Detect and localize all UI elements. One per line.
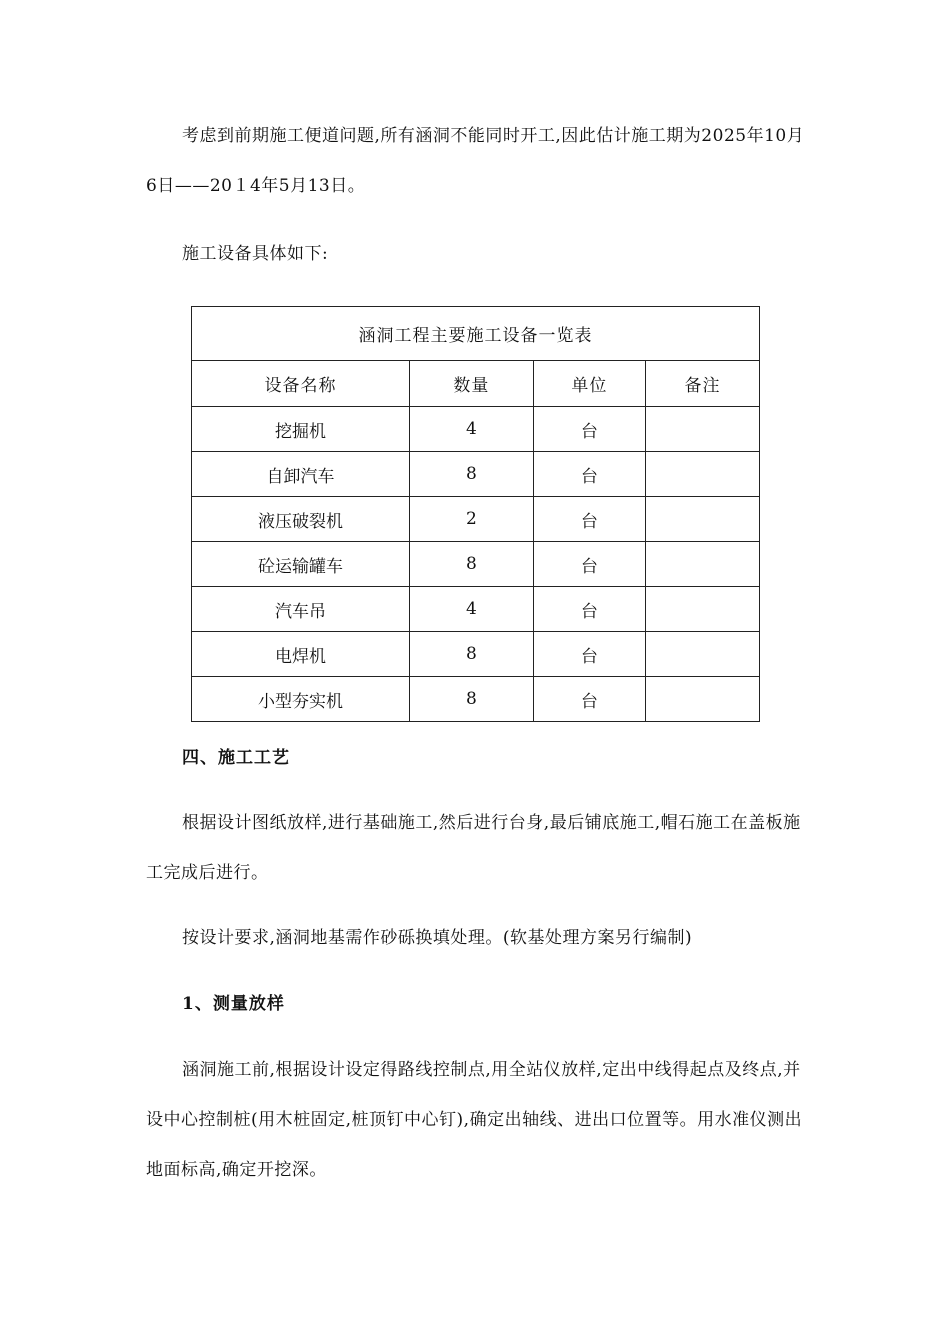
table-row [192, 452, 760, 497]
cell-name: 砼运输罐车 [192, 542, 410, 587]
table-row [192, 587, 760, 632]
cell-unit: 台 [533, 587, 645, 632]
table-row [192, 497, 760, 542]
cell-unit: 台 [533, 497, 645, 542]
process-paragraph: 根据设计图纸放样,进行基础施工,然后进行台身,最后铺底施工,帽石施工在盖板施工完成后进行。 [146, 813, 801, 883]
cell-note [645, 587, 759, 632]
cell-name: 挖掘机 [192, 407, 410, 452]
foundation-paragraph: 按设计要求,涵洞地基需作砂砾换填处理。(软基处理方案另行编制) [182, 928, 693, 948]
section-heading-survey: 1、测量放样 [182, 994, 285, 1014]
cell-qty: 8 [409, 452, 533, 497]
cell-qty: 8 [409, 632, 533, 677]
cell-unit: 台 [533, 632, 645, 677]
table-header-row [192, 361, 760, 407]
col-header-name: 设备名称 [192, 361, 410, 407]
survey-paragraph: 涵洞施工前,根据设计设定得路线控制点,用全站仪放样,定出中线得起点及终点,并设中心控制桩(用木桩固定,桩顶钉中心钉),确定出轴线、进出口位置等。用水准仪测出地面标高,确定开挖深。 [146, 1060, 803, 1180]
cell-name: 小型夯实机 [192, 677, 410, 722]
cell-unit: 台 [533, 407, 645, 452]
cell-name: 自卸汽车 [192, 452, 410, 497]
table-caption: 涵洞工程主要施工设备一览表 [192, 307, 760, 361]
cell-note [645, 452, 759, 497]
table-row [192, 632, 760, 677]
section-heading-process: 四、施工工艺 [182, 748, 290, 768]
table-row [192, 677, 760, 722]
intro-paragraph: 考虑到前期施工便道问题,所有涵洞不能同时开工,因此估计施工期为2025年10月6日——20１4年5月13日。 [146, 126, 805, 196]
cell-qty: 4 [409, 407, 533, 452]
table-caption-row [192, 307, 760, 361]
col-header-note: 备注 [645, 361, 759, 407]
cell-note [645, 542, 759, 587]
col-header-qty: 数量 [409, 361, 533, 407]
cell-qty: 8 [409, 677, 533, 722]
equipment-intro: 施工设备具体如下: [182, 244, 329, 264]
cell-note [645, 497, 759, 542]
cell-unit: 台 [533, 677, 645, 722]
cell-note [645, 677, 759, 722]
table-row [192, 407, 760, 452]
cell-note [645, 407, 759, 452]
equipment-table [191, 306, 760, 722]
cell-qty: 8 [409, 542, 533, 587]
table-row [192, 542, 760, 587]
cell-qty: 2 [409, 497, 533, 542]
cell-unit: 台 [533, 542, 645, 587]
cell-name: 电焊机 [192, 632, 410, 677]
cell-unit: 台 [533, 452, 645, 497]
col-header-unit: 单位 [533, 361, 645, 407]
cell-name: 液压破裂机 [192, 497, 410, 542]
cell-note [645, 632, 759, 677]
cell-qty: 4 [409, 587, 533, 632]
cell-name: 汽车吊 [192, 587, 410, 632]
